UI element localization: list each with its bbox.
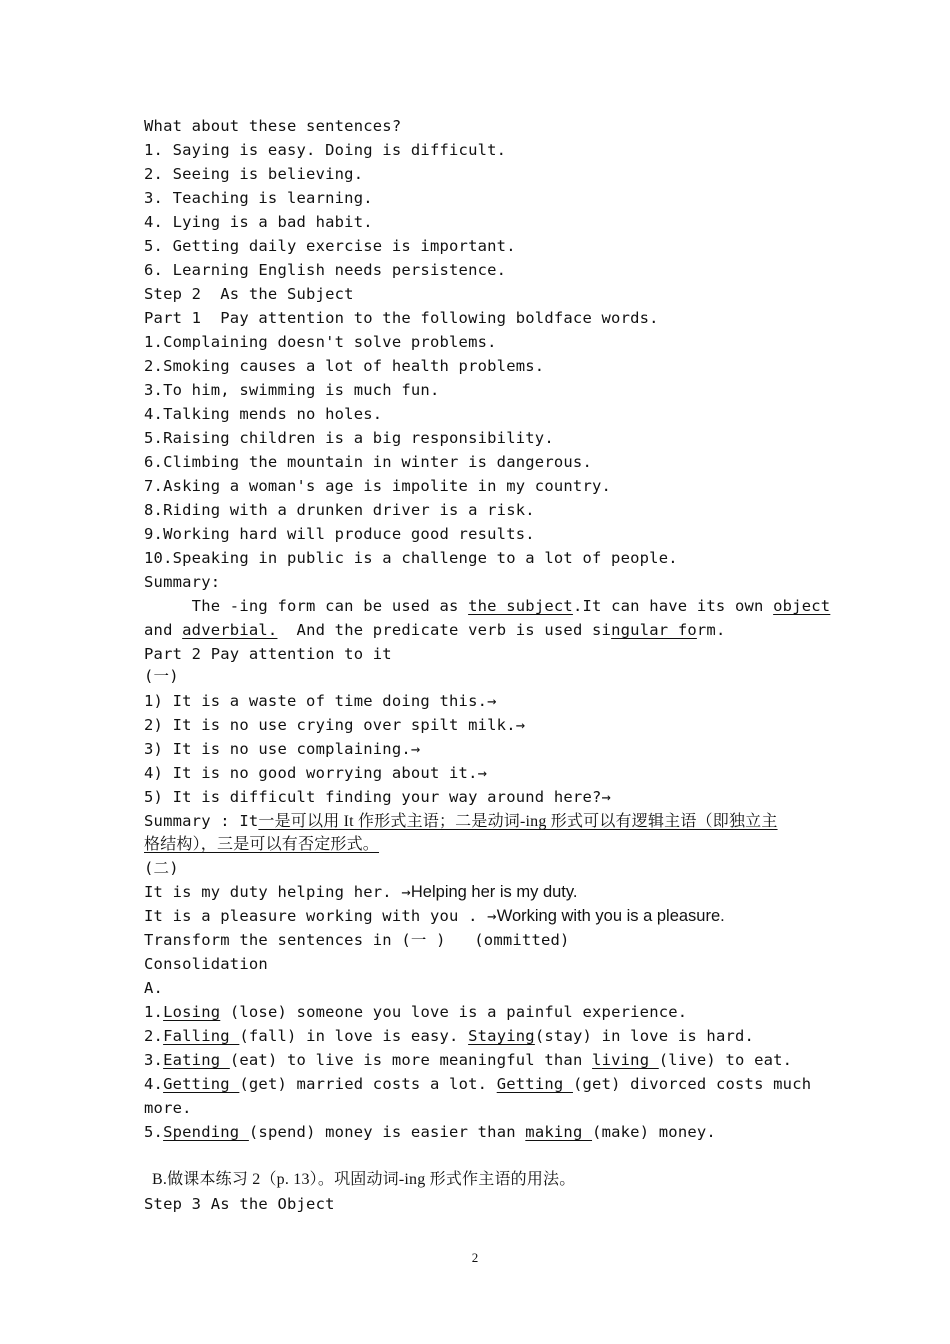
answer-blank: Getting bbox=[163, 1075, 240, 1093]
summary-text: .It can have its own bbox=[572, 597, 774, 615]
section-marker: (二) bbox=[144, 859, 179, 877]
list-item: 8.Riding with a drunken driver is a risk. bbox=[144, 501, 535, 519]
summary-line bbox=[144, 620, 726, 640]
item-text: (eat) to live is more meaningful than bbox=[229, 1051, 593, 1069]
item-number: 3. bbox=[144, 1051, 164, 1069]
item-number: 4. bbox=[144, 1075, 164, 1093]
answer-blank: Staying bbox=[468, 1027, 535, 1045]
summary-line bbox=[144, 811, 778, 832]
item-text: (stay) in love is hard. bbox=[534, 1027, 755, 1045]
transform-line bbox=[144, 882, 578, 902]
summary-text: And the predicate verb is used si bbox=[277, 621, 612, 639]
summary-text: and bbox=[144, 621, 183, 639]
instruction: Transform the sentences in (一 ) (ommitted) bbox=[144, 931, 570, 949]
list-item: 1) It is a waste of time doing this.→ bbox=[144, 692, 497, 710]
answer-blank: Getting bbox=[496, 1075, 573, 1093]
answer-blank: Eating bbox=[163, 1051, 230, 1069]
example-sentence: 5. Getting daily exercise is important. bbox=[144, 237, 516, 255]
transform-line bbox=[144, 906, 725, 926]
example-sentence: 2. Seeing is believing. bbox=[144, 165, 364, 183]
example-sentence: 6. Learning English needs persistence. bbox=[144, 261, 507, 279]
item-text: (get) divorced costs much bbox=[572, 1075, 812, 1093]
exercise-item bbox=[144, 1002, 687, 1022]
page-number: 2 bbox=[471, 1250, 479, 1265]
summary-line bbox=[144, 596, 830, 616]
answer-blank: making bbox=[525, 1123, 593, 1141]
part-heading: Part 2 Pay attention to it bbox=[144, 645, 392, 663]
part-heading: Part 1 Pay attention to the following boldface words. bbox=[144, 309, 659, 327]
answer-blank: Spending bbox=[163, 1123, 249, 1141]
transform-answer: Working with you is a pleasure. bbox=[496, 907, 725, 925]
summary-line bbox=[144, 835, 379, 855]
intro-question: What about these sentences? bbox=[144, 117, 402, 135]
section-heading: Consolidation bbox=[144, 955, 268, 973]
item-text: (spend) money is easier than bbox=[248, 1123, 526, 1141]
item-text: (make) money. bbox=[592, 1123, 716, 1141]
exercise-item bbox=[144, 1122, 716, 1142]
summary-blank: adverbial. bbox=[182, 621, 278, 639]
list-item: 2) It is no use crying over spilt milk.→ bbox=[144, 716, 526, 734]
exercise-b-instruction: B.做课本练习 2（p. 13）。巩固动词-ing 形式作主语的用法。 bbox=[152, 1171, 576, 1188]
list-item: 6.Climbing the mountain in winter is dangerous. bbox=[144, 453, 592, 471]
item-text: (lose) someone you love is a painful experience. bbox=[220, 1003, 688, 1021]
list-item: 10.Speaking in public is a challenge to a lot of people. bbox=[144, 549, 678, 567]
summary-text: Summary : It bbox=[144, 812, 259, 830]
answer-blank: living bbox=[592, 1051, 659, 1069]
summary-text: The -ing form can be used as bbox=[144, 597, 469, 615]
transform-source: It is a pleasure working with you . → bbox=[144, 907, 497, 925]
step-heading: Step 3 As the Object bbox=[144, 1195, 335, 1213]
list-item: 1.Complaining doesn't solve problems. bbox=[144, 333, 497, 351]
item-text: (get) married costs a lot. bbox=[239, 1075, 497, 1093]
example-sentence: 4. Lying is a bad habit. bbox=[144, 213, 373, 231]
item-number: 1. bbox=[144, 1003, 164, 1021]
transform-source: It is my duty helping her. → bbox=[144, 883, 411, 901]
summary-blank: ngular fo bbox=[611, 621, 697, 639]
list-item: 5) It is difficult finding your way around here?→ bbox=[144, 788, 612, 806]
item-number: 2. bbox=[144, 1027, 164, 1045]
summary-answer: 格结构），三是可以有否定形式。 bbox=[144, 836, 380, 853]
list-item: 9.Working hard will produce good results. bbox=[144, 525, 535, 543]
exercise-item-continued: more. bbox=[144, 1099, 192, 1117]
item-text: (live) to eat. bbox=[658, 1051, 793, 1069]
summary-blank: object bbox=[773, 597, 831, 615]
list-item: 3.To him, swimming is much fun. bbox=[144, 381, 440, 399]
item-text: (fall) in love is easy. bbox=[239, 1027, 469, 1045]
list-item: 5.Raising children is a big responsibility. bbox=[144, 429, 554, 447]
section-marker: A. bbox=[144, 979, 164, 997]
transform-answer: Helping her is my duty. bbox=[410, 883, 578, 901]
summary-text: rm. bbox=[696, 621, 726, 639]
answer-blank: Falling bbox=[163, 1027, 240, 1045]
exercise-item bbox=[144, 1026, 754, 1046]
list-item: 2.Smoking causes a lot of health problems. bbox=[144, 357, 545, 375]
list-item: 4.Talking mends no holes. bbox=[144, 405, 383, 423]
section-marker: (一) bbox=[144, 667, 179, 685]
list-item: 4) It is no good worrying about it.→ bbox=[144, 764, 488, 782]
exercise-item bbox=[144, 1074, 811, 1094]
answer-blank: Losing bbox=[163, 1003, 221, 1021]
list-item: 3) It is no use complaining.→ bbox=[144, 740, 421, 758]
summary-answer: 一是可以用 It 作形式主语；二是动词-ing 形式可以有逻辑主语（即独立主 bbox=[258, 813, 778, 830]
step-heading: Step 2 As the Subject bbox=[144, 285, 354, 303]
summary-blank: the subject bbox=[468, 597, 573, 615]
summary-label: Summary: bbox=[144, 573, 221, 591]
example-sentence: 1. Saying is easy. Doing is difficult. bbox=[144, 141, 507, 159]
exercise-item bbox=[144, 1050, 792, 1070]
example-sentence: 3. Teaching is learning. bbox=[144, 189, 373, 207]
item-number: 5. bbox=[144, 1123, 164, 1141]
list-item: 7.Asking a woman's age is impolite in my country. bbox=[144, 477, 612, 495]
